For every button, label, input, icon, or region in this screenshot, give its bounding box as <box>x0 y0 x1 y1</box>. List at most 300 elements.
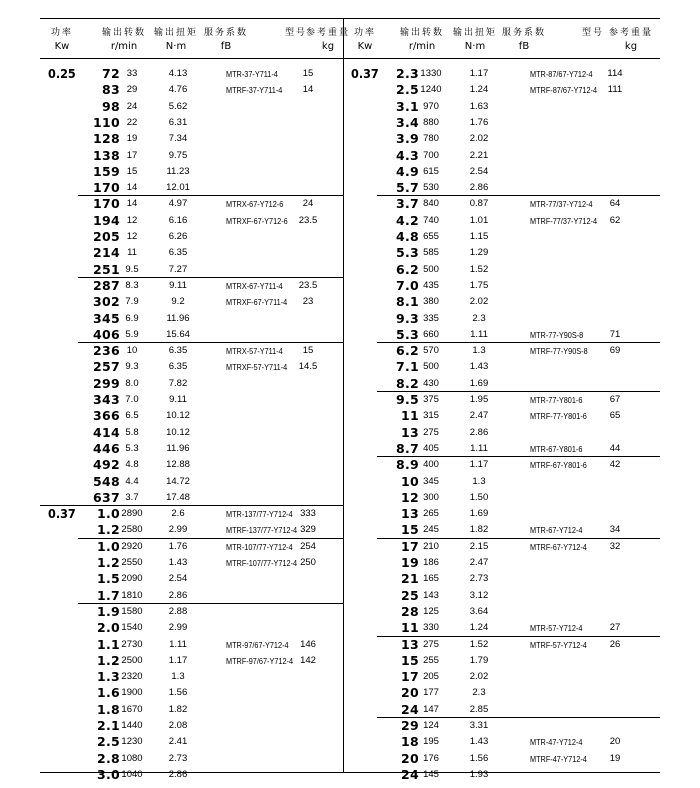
output-torque: 3.7 <box>125 491 139 503</box>
service-factor: 1.79 <box>469 654 489 666</box>
output-speed: 4.3 <box>395 147 419 163</box>
header-speed-en: r/min <box>110 41 138 52</box>
service-factor: 1.17 <box>469 459 489 471</box>
output-torque: 11 <box>127 247 137 259</box>
output-speed: 11 <box>401 620 419 636</box>
reference-weight: 44 <box>609 442 621 454</box>
service-factor: 1.43 <box>168 557 188 568</box>
service-factor: 11.96 <box>166 442 190 454</box>
reference-weight: 42 <box>609 459 621 471</box>
output-torque: 255 <box>423 654 439 666</box>
output-torque: 17 <box>126 149 138 161</box>
output-speed: 2.1 <box>96 718 120 733</box>
output-speed: 110 <box>93 114 120 130</box>
service-factor: 1.43 <box>469 736 489 748</box>
output-torque: 500 <box>423 263 439 275</box>
reference-weight: 14 <box>302 84 314 96</box>
model-number: MTRXF-67-Y712-6 <box>226 215 288 226</box>
output-torque: 5.3 <box>125 442 139 454</box>
output-speed: 138 <box>93 147 120 163</box>
header-weight-en: kg <box>321 41 335 52</box>
reference-weight: 32 <box>609 540 621 552</box>
service-factor: 1.43 <box>469 361 489 373</box>
service-factor: 1.24 <box>469 622 489 634</box>
output-torque: 14 <box>126 182 138 194</box>
header-factor <box>196 26 256 54</box>
output-speed: 257 <box>93 359 120 375</box>
output-speed: 170 <box>93 196 120 212</box>
reference-weight: 20 <box>609 736 621 748</box>
output-torque: 9.5 <box>125 263 139 275</box>
service-factor: 2.15 <box>469 540 489 552</box>
service-factor: 2.02 <box>469 671 489 683</box>
service-factor: 5.62 <box>168 100 188 112</box>
output-torque: 335 <box>423 312 439 324</box>
output-speed: 287 <box>93 277 120 293</box>
output-speed: 72 <box>102 66 120 81</box>
service-factor: 2.21 <box>469 149 489 161</box>
output-torque: 570 <box>423 345 439 357</box>
output-torque: 1080 <box>121 752 143 764</box>
output-torque: 1230 <box>121 736 143 748</box>
output-speed: 492 <box>93 457 120 473</box>
output-speed: 1.5 <box>96 571 120 587</box>
service-factor: 6.16 <box>168 214 188 226</box>
output-speed: 5.7 <box>395 180 419 196</box>
output-torque: 1440 <box>121 720 143 731</box>
reference-weight: 69 <box>609 345 621 357</box>
output-speed: 13 <box>401 506 419 522</box>
output-torque: 186 <box>423 557 439 568</box>
output-torque: 2090 <box>121 573 143 585</box>
service-factor: 9.11 <box>169 279 187 291</box>
output-torque: 147 <box>423 703 439 715</box>
service-factor: 1.56 <box>168 687 188 699</box>
service-factor: 1.11 <box>470 442 488 454</box>
output-speed: 19 <box>401 555 419 570</box>
header-power-zh: 功率 <box>353 28 376 38</box>
output-torque: 1580 <box>121 605 143 617</box>
service-factor: 3.64 <box>469 605 489 617</box>
output-speed: 159 <box>93 163 120 179</box>
header-speed-en: r/min <box>408 41 436 52</box>
output-speed: 205 <box>93 229 120 244</box>
output-speed: 28 <box>401 603 419 619</box>
output-speed: 2.5 <box>96 734 120 750</box>
model-number: MTRXF-67-Y711-4 <box>226 297 288 308</box>
header-power-en: Kw <box>357 41 373 52</box>
service-factor: 7.27 <box>168 263 188 275</box>
service-factor: 1.69 <box>469 377 489 389</box>
service-factor: 2.08 <box>168 720 188 731</box>
output-torque: 29 <box>126 84 138 96</box>
output-speed: 3.9 <box>395 131 419 147</box>
output-torque: 740 <box>423 214 439 226</box>
service-factor: 2.86 <box>469 182 489 194</box>
output-speed: 302 <box>93 294 120 310</box>
header-factor-en: fB <box>220 41 232 52</box>
output-torque: 375 <box>423 394 439 405</box>
output-speed: 18 <box>401 734 419 750</box>
reference-weight: 19 <box>609 752 621 764</box>
output-torque: 210 <box>423 540 439 552</box>
header-model-zh: 型号 <box>581 28 604 38</box>
model-number: MTRF-77-Y90S-8 <box>530 346 588 357</box>
output-torque: 177 <box>423 687 439 699</box>
output-speed: 9.5 <box>395 392 419 407</box>
output-torque: 430 <box>423 377 439 389</box>
model-number: MTR-97/67-Y712-4 <box>226 639 289 650</box>
output-torque: 12 <box>126 214 138 226</box>
output-speed: 5.3 <box>395 326 419 342</box>
header-power-en: Kw <box>54 41 70 52</box>
output-speed: 194 <box>93 212 120 228</box>
output-speed: 3.1 <box>395 98 419 114</box>
power-block-rule <box>40 505 78 506</box>
model-number: MTR-77-Y801-6 <box>530 395 583 405</box>
service-factor: 10.12 <box>166 410 190 422</box>
output-torque: 19 <box>126 133 138 145</box>
output-speed: 3.4 <box>395 114 419 130</box>
output-speed: 548 <box>93 473 120 489</box>
output-speed: 5.3 <box>395 245 419 261</box>
output-speed: 24 <box>401 766 419 782</box>
header-speed <box>94 26 154 54</box>
output-torque: 22 <box>126 116 138 128</box>
header-weight <box>601 26 661 54</box>
output-speed: 24 <box>401 701 419 717</box>
header-factor-zh: 服务系数 <box>501 28 546 38</box>
output-torque: 840 <box>423 198 439 210</box>
output-speed: 98 <box>102 98 120 114</box>
service-factor: 1.76 <box>168 540 188 552</box>
output-torque: 195 <box>423 736 439 748</box>
service-factor: 1.93 <box>469 768 489 780</box>
table-top-rule <box>40 18 660 19</box>
reference-weight: 62 <box>609 214 621 226</box>
table-center-rule <box>343 18 344 772</box>
service-factor: 1.95 <box>469 394 489 405</box>
service-factor: 1.17 <box>469 68 489 79</box>
output-speed: 345 <box>93 310 120 326</box>
output-torque: 660 <box>423 328 439 340</box>
service-factor: 1.56 <box>469 752 489 764</box>
output-torque: 15 <box>126 165 138 177</box>
service-factor: 2.99 <box>168 622 188 634</box>
output-speed: 17 <box>401 538 419 554</box>
output-torque: 6.5 <box>125 410 139 422</box>
output-speed: 6.2 <box>395 343 419 359</box>
header-factor <box>494 26 554 54</box>
service-factor: 2.3 <box>472 687 486 699</box>
output-torque: 145 <box>423 768 439 780</box>
output-torque: 165 <box>423 573 439 585</box>
output-speed: 83 <box>102 82 120 98</box>
output-speed: 214 <box>93 245 120 261</box>
model-number: MTR-67-Y801-6 <box>530 443 583 454</box>
output-torque: 10 <box>126 345 138 357</box>
output-torque: 500 <box>423 361 439 373</box>
service-factor: 11.96 <box>166 312 190 324</box>
output-torque: 380 <box>423 296 439 308</box>
reference-weight: 23.5 <box>298 279 318 291</box>
output-speed: 1.7 <box>96 587 120 603</box>
output-torque: 6.9 <box>125 312 139 324</box>
model-number: MTRF-77-Y801-6 <box>530 411 587 422</box>
output-torque: 1670 <box>121 703 143 715</box>
header-weight-en: kg <box>624 41 638 52</box>
service-factor: 2.88 <box>168 605 188 617</box>
service-factor: 1.3 <box>472 345 486 357</box>
output-speed: 1.2 <box>96 522 120 538</box>
model-number: MTR-77-Y90S-8 <box>530 329 584 340</box>
output-speed: 7.0 <box>395 277 419 293</box>
output-torque: 245 <box>423 524 439 536</box>
service-factor: 3.31 <box>469 720 489 731</box>
service-factor: 2.41 <box>168 736 188 748</box>
output-speed: 9.3 <box>395 310 419 326</box>
model-number: MTRF-107/77-Y712-4 <box>226 558 298 568</box>
service-factor: 1.3 <box>171 671 185 683</box>
output-speed: 170 <box>93 180 120 196</box>
output-speed: 21 <box>401 571 419 587</box>
output-speed: 3.7 <box>395 196 419 212</box>
output-torque: 700 <box>423 149 439 161</box>
model-number: MTR-57-Y712-4 <box>530 623 583 634</box>
header-torque-zh: 输出扭矩 <box>153 28 198 38</box>
service-factor: 1.82 <box>168 703 188 715</box>
table-header-rule <box>40 58 660 59</box>
header-factor-zh: 服务系数 <box>203 28 248 38</box>
model-number: MTR-47-Y712-4 <box>530 737 583 748</box>
service-factor: 2.73 <box>168 752 188 764</box>
output-torque: 1900 <box>121 687 143 699</box>
output-speed: 4.8 <box>395 229 419 244</box>
output-torque: 780 <box>423 133 439 145</box>
service-factor: 2.86 <box>168 589 188 601</box>
header-model-zh: 型号 <box>284 28 307 38</box>
output-torque: 275 <box>423 638 439 650</box>
service-factor: 6.35 <box>168 361 188 373</box>
reference-weight: 27 <box>609 622 621 634</box>
reference-weight: 111 <box>607 84 623 96</box>
reference-weight: 142 <box>300 654 316 666</box>
service-factor: 1.3 <box>472 475 486 487</box>
service-factor: 2.54 <box>469 165 489 177</box>
header-weight-zh: 参考重量 <box>608 28 653 38</box>
reference-weight: 24 <box>302 198 314 210</box>
model-number: MTRF-47-Y712-4 <box>530 753 587 764</box>
output-speed: 29 <box>401 718 419 733</box>
reference-weight: 23.5 <box>298 214 318 226</box>
service-factor: 6.35 <box>168 345 188 357</box>
reference-weight: 26 <box>609 638 621 650</box>
output-speed: 8.2 <box>395 375 419 391</box>
output-torque: 615 <box>423 165 439 177</box>
output-speed: 236 <box>93 343 120 359</box>
reference-weight: 329 <box>300 524 316 536</box>
reference-weight: 34 <box>609 524 621 536</box>
output-torque: 8.0 <box>125 377 139 389</box>
output-torque: 14 <box>126 198 138 210</box>
output-torque: 655 <box>423 231 439 242</box>
service-factor: 2.02 <box>469 133 489 145</box>
output-torque: 7.9 <box>125 296 139 308</box>
output-speed: 446 <box>93 440 120 456</box>
service-factor: 0.87 <box>469 198 489 210</box>
header-power-zh: 功率 <box>50 28 73 38</box>
output-speed: 6.2 <box>395 261 419 277</box>
output-torque: 5.8 <box>125 426 139 438</box>
service-factor: 17.48 <box>166 491 190 503</box>
output-torque: 315 <box>423 410 439 422</box>
output-torque: 125 <box>423 605 439 617</box>
model-number: MTRF-67-Y712-4 <box>530 541 587 552</box>
output-torque: 880 <box>423 116 439 128</box>
output-torque: 405 <box>423 442 439 454</box>
output-speed: 25 <box>401 587 419 603</box>
service-factor: 2.6 <box>171 508 185 520</box>
service-factor: 2.86 <box>168 768 188 780</box>
service-factor: 4.76 <box>168 84 188 96</box>
output-torque: 5.9 <box>125 328 139 340</box>
output-torque: 7.0 <box>125 394 139 405</box>
service-factor: 2.86 <box>469 426 489 438</box>
reference-weight: 15 <box>302 68 314 79</box>
model-number: MTRF-87/67-Y712-4 <box>530 85 598 96</box>
model-number: MTR-137/77-Y712-4 <box>226 509 293 520</box>
service-factor: 2.3 <box>472 312 486 324</box>
service-factor: 7.34 <box>168 133 188 145</box>
output-torque: 1540 <box>121 622 143 634</box>
service-factor: 15.64 <box>166 328 190 340</box>
header-factor-en: fB <box>518 41 530 52</box>
model-number: MTRF-67-Y801-6 <box>530 460 587 471</box>
output-speed: 2.5 <box>395 82 419 98</box>
model-number: MTRF-57-Y712-4 <box>530 639 587 650</box>
output-speed: 20 <box>401 685 419 701</box>
reference-weight: 333 <box>300 508 316 520</box>
output-torque: 1810 <box>121 589 143 601</box>
service-factor: 1.76 <box>469 116 489 128</box>
output-torque: 33 <box>126 68 138 79</box>
output-torque: 2550 <box>121 557 143 568</box>
service-factor: 9.11 <box>169 394 187 405</box>
service-factor: 2.02 <box>469 296 489 308</box>
output-speed: 8.9 <box>395 457 419 473</box>
model-number: MTRF-37-Y711-4 <box>226 85 283 96</box>
service-factor: 1.01 <box>469 214 489 226</box>
output-speed: 414 <box>93 424 120 440</box>
reference-weight: 71 <box>609 328 621 340</box>
output-torque: 970 <box>423 100 439 112</box>
reference-weight: 15 <box>302 345 314 357</box>
model-number: MTRXF-57-Y711-4 <box>226 362 288 373</box>
output-speed: 1.1 <box>96 636 120 652</box>
header-speed <box>392 26 452 54</box>
output-torque: 143 <box>423 589 439 601</box>
service-factor: 9.2 <box>171 296 185 308</box>
header-speed-zh: 输出转数 <box>101 28 146 38</box>
output-torque: 4.4 <box>125 475 139 487</box>
output-torque: 530 <box>423 182 439 194</box>
output-torque: 2500 <box>121 654 143 666</box>
output-torque: 12 <box>126 231 138 242</box>
header-torque-en: N·m <box>464 41 486 52</box>
service-factor: 4.13 <box>168 68 188 79</box>
output-speed: 2.0 <box>96 620 120 636</box>
header-weight-zh: 参考重量 <box>305 28 350 38</box>
model-number: MTR-67-Y712-4 <box>530 525 583 536</box>
output-torque: 585 <box>423 247 439 259</box>
output-torque: 4.8 <box>125 459 139 471</box>
output-speed: 1.3 <box>96 669 120 685</box>
service-factor: 7.82 <box>168 377 188 389</box>
service-factor: 1.17 <box>168 654 188 666</box>
output-speed: 128 <box>93 131 120 147</box>
output-torque: 2580 <box>121 524 143 536</box>
power-label: 0.37 <box>48 505 76 521</box>
output-speed: 4.9 <box>395 163 419 179</box>
service-factor: 1.69 <box>469 508 489 520</box>
output-speed: 1.2 <box>96 652 120 668</box>
output-speed: 343 <box>93 392 120 407</box>
header-speed-zh: 输出转数 <box>399 28 444 38</box>
service-factor: 4.97 <box>168 198 188 210</box>
reference-weight: 23 <box>302 296 314 308</box>
output-torque: 265 <box>423 508 439 520</box>
output-torque: 435 <box>423 279 439 291</box>
service-factor: 1.11 <box>470 328 488 340</box>
service-factor: 2.47 <box>469 410 489 422</box>
output-speed: 12 <box>401 489 419 505</box>
model-number: MTR-107/77-Y712-4 <box>226 541 293 552</box>
service-factor: 2.73 <box>469 573 489 585</box>
power-label: 0.37 <box>351 65 379 81</box>
output-torque: 2890 <box>121 508 143 520</box>
output-speed: 17 <box>401 669 419 685</box>
output-speed: 299 <box>93 375 120 391</box>
service-factor: 12.88 <box>166 459 190 471</box>
model-number: MTRX-57-Y711-4 <box>226 346 283 357</box>
output-speed: 8.7 <box>395 440 419 456</box>
model-number: MTRF-77/37-Y712-4 <box>530 215 598 226</box>
model-number: MTR-77/37-Y712-4 <box>530 199 593 210</box>
output-speed: 637 <box>93 489 120 505</box>
output-speed: 1.0 <box>96 538 120 554</box>
output-torque: 330 <box>423 622 439 634</box>
output-torque: 1040 <box>121 768 143 780</box>
output-speed: 15 <box>401 652 419 668</box>
output-torque: 400 <box>423 459 439 471</box>
output-torque: 275 <box>423 426 439 438</box>
reference-weight: 14.5 <box>298 361 318 373</box>
model-number: MTRX-67-Y712-6 <box>226 199 284 210</box>
service-factor: 10.12 <box>166 426 190 438</box>
service-factor: 6.35 <box>168 247 188 259</box>
service-factor: 1.82 <box>469 524 489 536</box>
output-speed: 8.1 <box>395 294 419 310</box>
service-factor: 1.50 <box>469 491 489 503</box>
reference-weight: 254 <box>300 540 316 552</box>
service-factor: 2.54 <box>168 573 188 585</box>
output-speed: 3.0 <box>96 766 120 782</box>
header-power <box>32 26 92 54</box>
reference-weight: 250 <box>300 557 316 568</box>
output-speed: 1.8 <box>96 701 120 717</box>
output-torque: 124 <box>423 720 439 731</box>
output-speed: 1.6 <box>96 685 120 701</box>
